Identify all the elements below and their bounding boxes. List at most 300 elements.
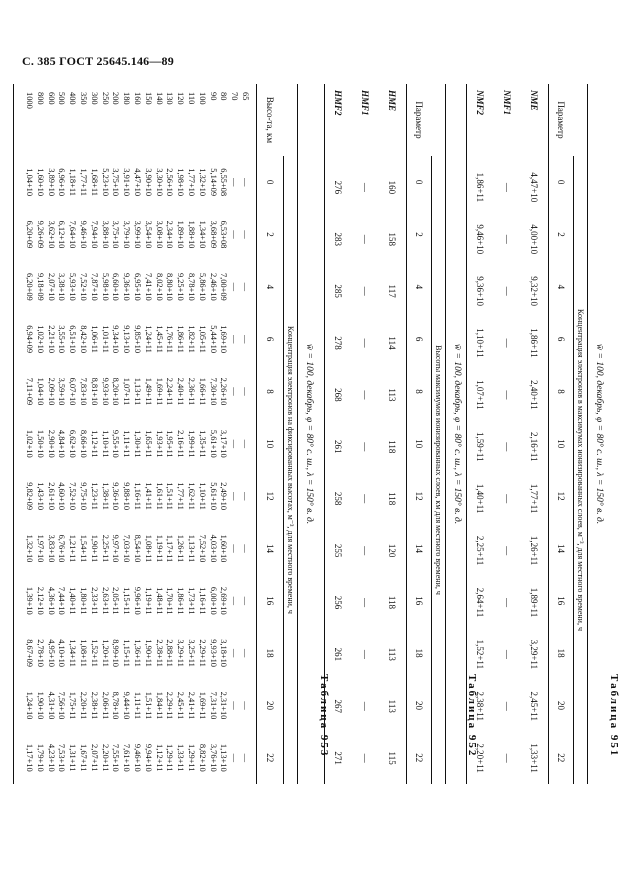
table-cell: 7,56+10 — [57, 691, 67, 720]
table-row — [379, 84, 406, 784]
table-cell: 6,96+10 — [57, 168, 67, 197]
table-cell: 9,26+09 — [35, 220, 45, 249]
table-cell: 1,89+10 — [176, 220, 186, 249]
table-cell: 4,31+10 — [46, 691, 56, 720]
table-cell: 114 — [387, 336, 398, 350]
table-cell: 2,26+10 — [219, 377, 229, 406]
height-value: 160 — [133, 92, 143, 105]
parameter-name: NME — [529, 90, 540, 111]
table-cell: 1,12+11 — [154, 744, 164, 772]
table-cell: — — [502, 701, 513, 711]
column-header: 10 — [265, 439, 275, 449]
table-cell: 9,93+10 — [100, 377, 110, 406]
table-cell: 1,95+11 — [165, 430, 175, 458]
table-cell: 1,77+11 — [176, 482, 186, 510]
table-cell: 3,90+10 — [143, 168, 153, 197]
table-cell: 4,60+10 — [57, 482, 67, 511]
table-cell: 7,94+10 — [89, 220, 99, 249]
table-cell: — — [241, 596, 250, 605]
table-cell: 9,13+10 — [122, 325, 132, 354]
table-cell: — — [230, 439, 240, 448]
height-value: 90 — [208, 92, 218, 101]
table-cell: — — [241, 439, 250, 448]
column-header: 8 — [265, 389, 275, 394]
height-value: 80 — [219, 92, 229, 101]
column-header: 6 — [265, 336, 275, 342]
table-cell: 1,89+11 — [529, 587, 540, 618]
table-cell: 1,52+11 — [89, 639, 99, 667]
table-cell: — — [230, 230, 240, 239]
value-column — [14, 522, 256, 574]
column-header: 18 — [265, 648, 275, 658]
table-cell: — — [241, 334, 250, 344]
table-cell: 3,75+10 — [111, 220, 121, 249]
table-cell: 1,13+11 — [187, 534, 197, 563]
table-cell: 2,29+11 — [197, 639, 207, 667]
table-cell: 6,07+10 — [68, 377, 78, 406]
table-cell: 1,49+11 — [143, 377, 153, 406]
table-cell: 1,07+11 — [122, 377, 132, 406]
table-cell: — — [360, 701, 371, 711]
column-header: 2 — [414, 232, 424, 237]
table-cell: 1,79+10 — [35, 743, 45, 772]
value-column — [14, 156, 256, 208]
table-cell: 1,43+10 — [35, 482, 45, 511]
table-cell: — — [360, 546, 371, 556]
table-cell: 1,02+10 — [35, 325, 45, 354]
table-body — [13, 84, 298, 784]
table-cell: — — [360, 597, 371, 607]
table-cell: 120 — [387, 543, 398, 558]
table-cell: 261 — [333, 647, 344, 662]
table-cell: — — [360, 494, 371, 504]
value-column — [14, 470, 256, 522]
table-cell: 6,55+08 — [219, 168, 229, 197]
table-cell: — — [502, 649, 513, 659]
table-cell: 1,50+10 — [35, 429, 45, 458]
table-cell: 1,40+11 — [475, 483, 486, 514]
value-column — [14, 679, 256, 731]
table-cell: 7,87+10 — [89, 272, 99, 301]
height-value: 250 — [100, 92, 110, 105]
table-cell: — — [241, 648, 250, 658]
table-cell: 4,10+10 — [57, 639, 67, 667]
table-cell: — — [230, 701, 240, 710]
table-cell: — — [502, 234, 513, 244]
table-cell: 1,20+11 — [100, 639, 110, 667]
table-cell: — — [230, 282, 240, 291]
table-cell: 1,99+11 — [187, 430, 197, 458]
column-header: 0 — [265, 179, 275, 185]
table-cell: 9,46+10 — [79, 220, 89, 249]
table-cell: 1,51+11 — [143, 691, 153, 720]
table-cell: 2,40+11 — [176, 377, 186, 406]
table-cell: 5,61+10 — [208, 429, 218, 458]
table-cell: 117 — [387, 284, 398, 298]
table-cell: 1,16+11 — [197, 587, 207, 615]
table-cell: 2,41+11 — [187, 691, 197, 720]
table-cell: 3,54+10 — [143, 220, 153, 249]
table-cell: 3,59+10 — [57, 377, 67, 406]
table-cell: 1,66+11 — [197, 377, 207, 406]
table-cell: 2,36+11 — [187, 377, 197, 406]
table-cell: 2,29+11 — [165, 691, 175, 720]
rotated-page-content — [25, 44, 638, 804]
column-header: 14 — [265, 543, 275, 553]
table-cell: 1,35+11 — [197, 430, 207, 458]
table-cell: 2,16+11 — [529, 432, 540, 462]
value-column — [14, 261, 256, 313]
table-cell: — — [241, 753, 250, 762]
table-cell: 8,78+10 — [111, 691, 121, 720]
column-header: 4 — [265, 284, 275, 290]
table-cell: 1,97+10 — [35, 534, 45, 563]
table-cell: 1,26+11 — [529, 535, 540, 566]
height-value: 300 — [89, 92, 99, 105]
table-cell: 158 — [387, 232, 398, 246]
table-cell: 4,23+10 — [46, 743, 56, 772]
column-header: 14 — [414, 543, 424, 553]
table-cell: — — [502, 597, 513, 607]
table-cell: 6,62+10 — [68, 429, 78, 458]
height-column — [14, 84, 256, 156]
table-cell: 5,86+10 — [197, 272, 207, 301]
table-cell: 8,54+10 — [133, 534, 143, 563]
table-cell: 7,52+10 — [79, 272, 89, 301]
table-cell: 8,20+10 — [111, 377, 121, 406]
span-header: Концентрация электронов в максимумах ионизированных слоев, м⁻³, для местного времени, ч — [573, 156, 587, 784]
table-cell: 2,69+10 — [219, 586, 229, 615]
table-cell: — — [241, 177, 250, 187]
column-header: 22 — [414, 753, 424, 763]
table-cell: 1,18+11 — [68, 168, 78, 196]
table-cell: 1,07+11 — [475, 380, 486, 410]
span-header: Концентрация электронов на фиксированных высотах, м⁻³, для местного времени, ч — [283, 156, 297, 784]
table-cell: 2,61+10 — [46, 482, 56, 511]
table-cell: 1,34+10 — [197, 220, 207, 249]
parameter-name: HMF2 — [333, 90, 344, 116]
table-subtitle: w̄ = 100, декабрь, φ = 80° с. ш., λ = 150° в. д. — [594, 343, 604, 525]
table-cell: — — [230, 596, 240, 605]
table-cell: 7,44+10 — [57, 586, 67, 615]
parameter-name: HME — [387, 90, 398, 112]
table-cell: 7,00+09 — [219, 272, 229, 301]
table-cell: 278 — [333, 336, 344, 350]
table-cell: 1,69+11 — [154, 377, 164, 406]
table-cell: 1,84+11 — [154, 691, 164, 720]
table-cell: 2,07+11 — [89, 744, 99, 772]
column-header: 4 — [556, 284, 566, 290]
table-cell: 2,38+11 — [154, 639, 164, 667]
table-cell: 7,52+10 — [68, 482, 78, 511]
table-cell: 6,12+10 — [57, 220, 67, 249]
table-cell: 115 — [387, 751, 398, 765]
table-cell: 1,02+10 — [25, 429, 35, 458]
height-value: 130 — [165, 92, 175, 105]
table-cell: 8,81+10 — [89, 377, 99, 406]
table-cell: 1,73+11 — [187, 587, 197, 615]
table-cell: 9,25+10 — [176, 272, 186, 301]
table-cell: 7,61+10 — [122, 743, 132, 772]
value-column — [14, 313, 256, 365]
column-header: 6 — [556, 336, 566, 342]
table-cell: 1,36+11 — [133, 639, 143, 667]
table-cell: 1,52+11 — [475, 639, 486, 670]
table-cell: 256 — [333, 595, 344, 610]
table-cell: 1,32+10 — [197, 168, 207, 197]
table-cell: 1,23+11 — [89, 482, 99, 510]
table-cell: 1,39+10 — [25, 586, 35, 615]
value-column — [14, 208, 256, 260]
table-cell: 113 — [387, 388, 398, 402]
height-value: 200 — [111, 92, 121, 105]
table-cell: 3,55+10 — [57, 325, 67, 354]
table-cell: 1,29+11 — [165, 744, 175, 772]
column-header: 16 — [414, 596, 424, 606]
table-cell: 7,55+10 — [111, 743, 121, 772]
column-header: 22 — [265, 753, 275, 763]
table-cell: 261 — [333, 440, 344, 454]
table-cell: 2,31+10 — [219, 691, 229, 720]
table-cell: 1,11+11 — [133, 691, 143, 720]
table-cell: 1,32+10 — [25, 534, 35, 563]
table-cell: 160 — [387, 180, 398, 195]
height-value: 350 — [79, 92, 89, 105]
table-cell: 1,90+11 — [89, 534, 99, 563]
table-cell: 1,15+11 — [122, 587, 132, 615]
table-cell: 1,77+10 — [187, 168, 197, 197]
table-cell: — — [360, 286, 371, 296]
table-cell: 1,34+11 — [68, 639, 78, 667]
table-cell: 267 — [333, 699, 344, 713]
height-value: 500 — [57, 92, 67, 105]
table-cell: 2,88+11 — [165, 639, 175, 667]
table-cell: — — [502, 494, 513, 504]
table-cell: 1,67+11 — [79, 744, 89, 772]
table-cell: — — [241, 544, 250, 553]
table-cell: 9,18+09 — [35, 272, 45, 301]
table-cell: 1,70+11 — [165, 587, 175, 615]
table-cell: 7,53+10 — [57, 743, 67, 772]
table-cell: — — [502, 753, 513, 763]
table-cell: 2,38+11 — [89, 691, 99, 720]
table-cell: 6,53+08 — [219, 220, 229, 249]
table-cell: 9,88+10 — [122, 482, 132, 511]
table-cell: 9,34+10 — [111, 325, 121, 354]
table-cell: 276 — [333, 180, 344, 195]
table-cell: 3,30+10 — [154, 168, 164, 197]
table-cell: 3,29+11 — [529, 639, 540, 670]
table-cell: 1,68+11 — [89, 168, 99, 196]
column-header: 8 — [414, 389, 424, 394]
table-cell: 1,38+11 — [100, 482, 110, 510]
column-header: 10 — [556, 439, 566, 449]
height-value: 140 — [154, 92, 164, 105]
table-cell: 4,95+10 — [46, 639, 56, 667]
table-cell: 5,98+10 — [100, 272, 110, 301]
table-cell: 1,86+11 — [176, 325, 186, 353]
table-cell: 1,24+10 — [25, 691, 35, 720]
table-cell: 1,06+11 — [89, 325, 99, 353]
table-cell: 4,47+10 — [133, 168, 143, 197]
table-cell: 8,82+10 — [197, 743, 207, 772]
table-cell: 3,38+10 — [57, 272, 67, 301]
table-cell: — — [230, 177, 240, 187]
table-cell: — — [241, 387, 250, 396]
table-cell: 2,05+11 — [111, 587, 121, 615]
table-cell: 2,38+11 — [475, 691, 486, 721]
table-cell: 7,52+10 — [197, 534, 207, 563]
column-header: 14 — [556, 543, 566, 553]
table-row — [352, 84, 379, 784]
table-cell: 1,82+11 — [187, 325, 197, 353]
table-cell: — — [360, 649, 371, 659]
table-cell: 3,89+10 — [46, 168, 56, 197]
data-block — [14, 84, 256, 784]
table-cell: 1,21+11 — [68, 534, 78, 563]
table-cell: 2,33+11 — [89, 587, 99, 615]
table-cell: 2,45+11 — [176, 691, 186, 720]
table-caption: Таблица 951 — [608, 674, 620, 758]
height-value: 600 — [46, 92, 56, 105]
table-cell: — — [360, 390, 371, 400]
table-cell: 118 — [387, 595, 398, 610]
table-cell: 1,15+11 — [122, 639, 132, 667]
table-cell: 1,61+11 — [154, 482, 164, 510]
table-cell: 2,25+11 — [100, 534, 110, 563]
table-cell: 2,78+10 — [35, 639, 45, 667]
table-cell: — — [230, 491, 240, 501]
table-cell: 113 — [387, 699, 398, 713]
parameter-name: NMF2 — [475, 90, 486, 116]
table-cell: — — [502, 182, 513, 192]
table-cell: 7,30+10 — [208, 377, 218, 406]
table-cell: 6,94+09 — [25, 325, 35, 354]
table-cell: 1,69+11 — [197, 691, 207, 720]
column-header: 16 — [556, 596, 566, 606]
table-cell: 2,56+10 — [165, 168, 175, 197]
table-cell: 1,86+11 — [529, 328, 540, 358]
table-cell: — — [502, 390, 513, 400]
table-cell: 7,41+10 — [143, 272, 153, 301]
table-cell: 9,97+10 — [111, 534, 121, 563]
table-cell: 1,51+11 — [165, 482, 175, 510]
table-cell: 8,42+10 — [79, 325, 89, 354]
table-cell: 4,47+10 — [529, 172, 540, 203]
table-cell: 2,12+10 — [35, 586, 45, 615]
table-cell: 3,76+10 — [208, 743, 218, 772]
table-cell: 1,54+11 — [79, 534, 89, 563]
table-cell: 3,75+10 — [111, 168, 121, 197]
table-cell: 268 — [333, 388, 344, 402]
height-value: 120 — [176, 92, 186, 105]
column-header: 12 — [265, 491, 275, 501]
height-value: 110 — [187, 92, 197, 105]
table-cell: 2,24+11 — [165, 377, 175, 406]
table-cell: 2,49+10 — [219, 482, 229, 511]
table-cell: 2,40+11 — [529, 380, 540, 410]
column-header: 18 — [414, 648, 424, 658]
column-header: Параметр — [414, 101, 424, 139]
table-cell: 1,33+11 — [529, 743, 540, 773]
table-cell: 9,36+10 — [475, 276, 486, 307]
column-header: 6 — [414, 336, 424, 342]
table-cell: 285 — [333, 284, 344, 298]
table-cell: 9,93+10 — [208, 639, 218, 667]
table-cell: 3,25+11 — [187, 639, 197, 667]
table-cell: 1,93+11 — [154, 430, 164, 458]
height-value: 100 — [197, 92, 207, 105]
table-cell: 118 — [387, 440, 398, 454]
table-cell: 2,46+10 — [208, 272, 218, 301]
column-header: Высо-та, км — [265, 96, 275, 144]
table-cell: 1,08+11 — [79, 639, 89, 667]
table-cell: 9,55+10 — [111, 429, 121, 458]
value-column — [14, 418, 256, 470]
height-value: 400 — [68, 92, 78, 105]
table-cell: 1,10+11 — [475, 328, 486, 358]
table-caption: Таблица 952 — [466, 674, 478, 758]
value-column — [14, 365, 256, 417]
table-cell: — — [241, 491, 250, 501]
table-cell: 4,03+10 — [208, 534, 218, 563]
column-header: 16 — [265, 596, 275, 606]
table-cell: 6,60+10 — [111, 272, 121, 301]
table-cell: 2,20+11 — [475, 743, 486, 773]
table-cell: — — [241, 282, 250, 291]
table-cell: 3,29+11 — [176, 639, 186, 667]
column-header: 12 — [414, 491, 424, 501]
table-cell: 8,02+10 — [154, 272, 164, 301]
column-header: 8 — [556, 389, 566, 394]
table-cell: 1,13+10 — [219, 743, 229, 772]
table-cell: 4,84+10 — [57, 429, 67, 458]
table-cell: 118 — [387, 492, 398, 506]
table-cell: — — [230, 334, 240, 344]
table-cell: 2,20+11 — [79, 691, 89, 720]
table-cell: 5,23+10 — [100, 168, 110, 197]
table-cell: 2,64+11 — [475, 587, 486, 618]
value-column — [14, 732, 256, 784]
column-header: 12 — [556, 491, 566, 501]
table-cell: 1,13+11 — [133, 377, 143, 406]
column-header: 4 — [414, 284, 424, 290]
table-cell: — — [502, 286, 513, 296]
table-cell: 1,30+11 — [133, 430, 143, 458]
table-cell: 2,63+11 — [100, 587, 110, 615]
table-cell: 9,85+10 — [133, 325, 143, 354]
height-value: 180 — [122, 92, 132, 105]
table-cell: 1,86+11 — [475, 172, 486, 203]
table-cell: 2,20+11 — [100, 744, 110, 772]
table-cell: 1,26+11 — [176, 534, 186, 563]
table-cell: 1,86+11 — [176, 587, 186, 615]
table-row — [521, 84, 548, 784]
table-cell: 7,64+10 — [68, 220, 78, 249]
table-cell: 1,75+11 — [68, 691, 78, 720]
value-column — [14, 627, 256, 679]
table-cell: 3,17+10 — [219, 429, 229, 458]
table-cell: 1,60+10 — [35, 168, 45, 197]
table-cell: 3,18+10 — [219, 639, 229, 667]
table-cell: 1,62+11 — [187, 482, 197, 510]
table-subtitle: w̄ = 100, декабрь, φ = 80° с. ш., λ = 150° в. д. — [304, 343, 314, 525]
table-cell: 1,41+11 — [143, 482, 153, 510]
table-cell: — — [360, 234, 371, 244]
table-cell: 1,19+11 — [143, 587, 153, 615]
table-cell: 1,48+11 — [154, 587, 164, 615]
column-header: 18 — [556, 648, 566, 658]
